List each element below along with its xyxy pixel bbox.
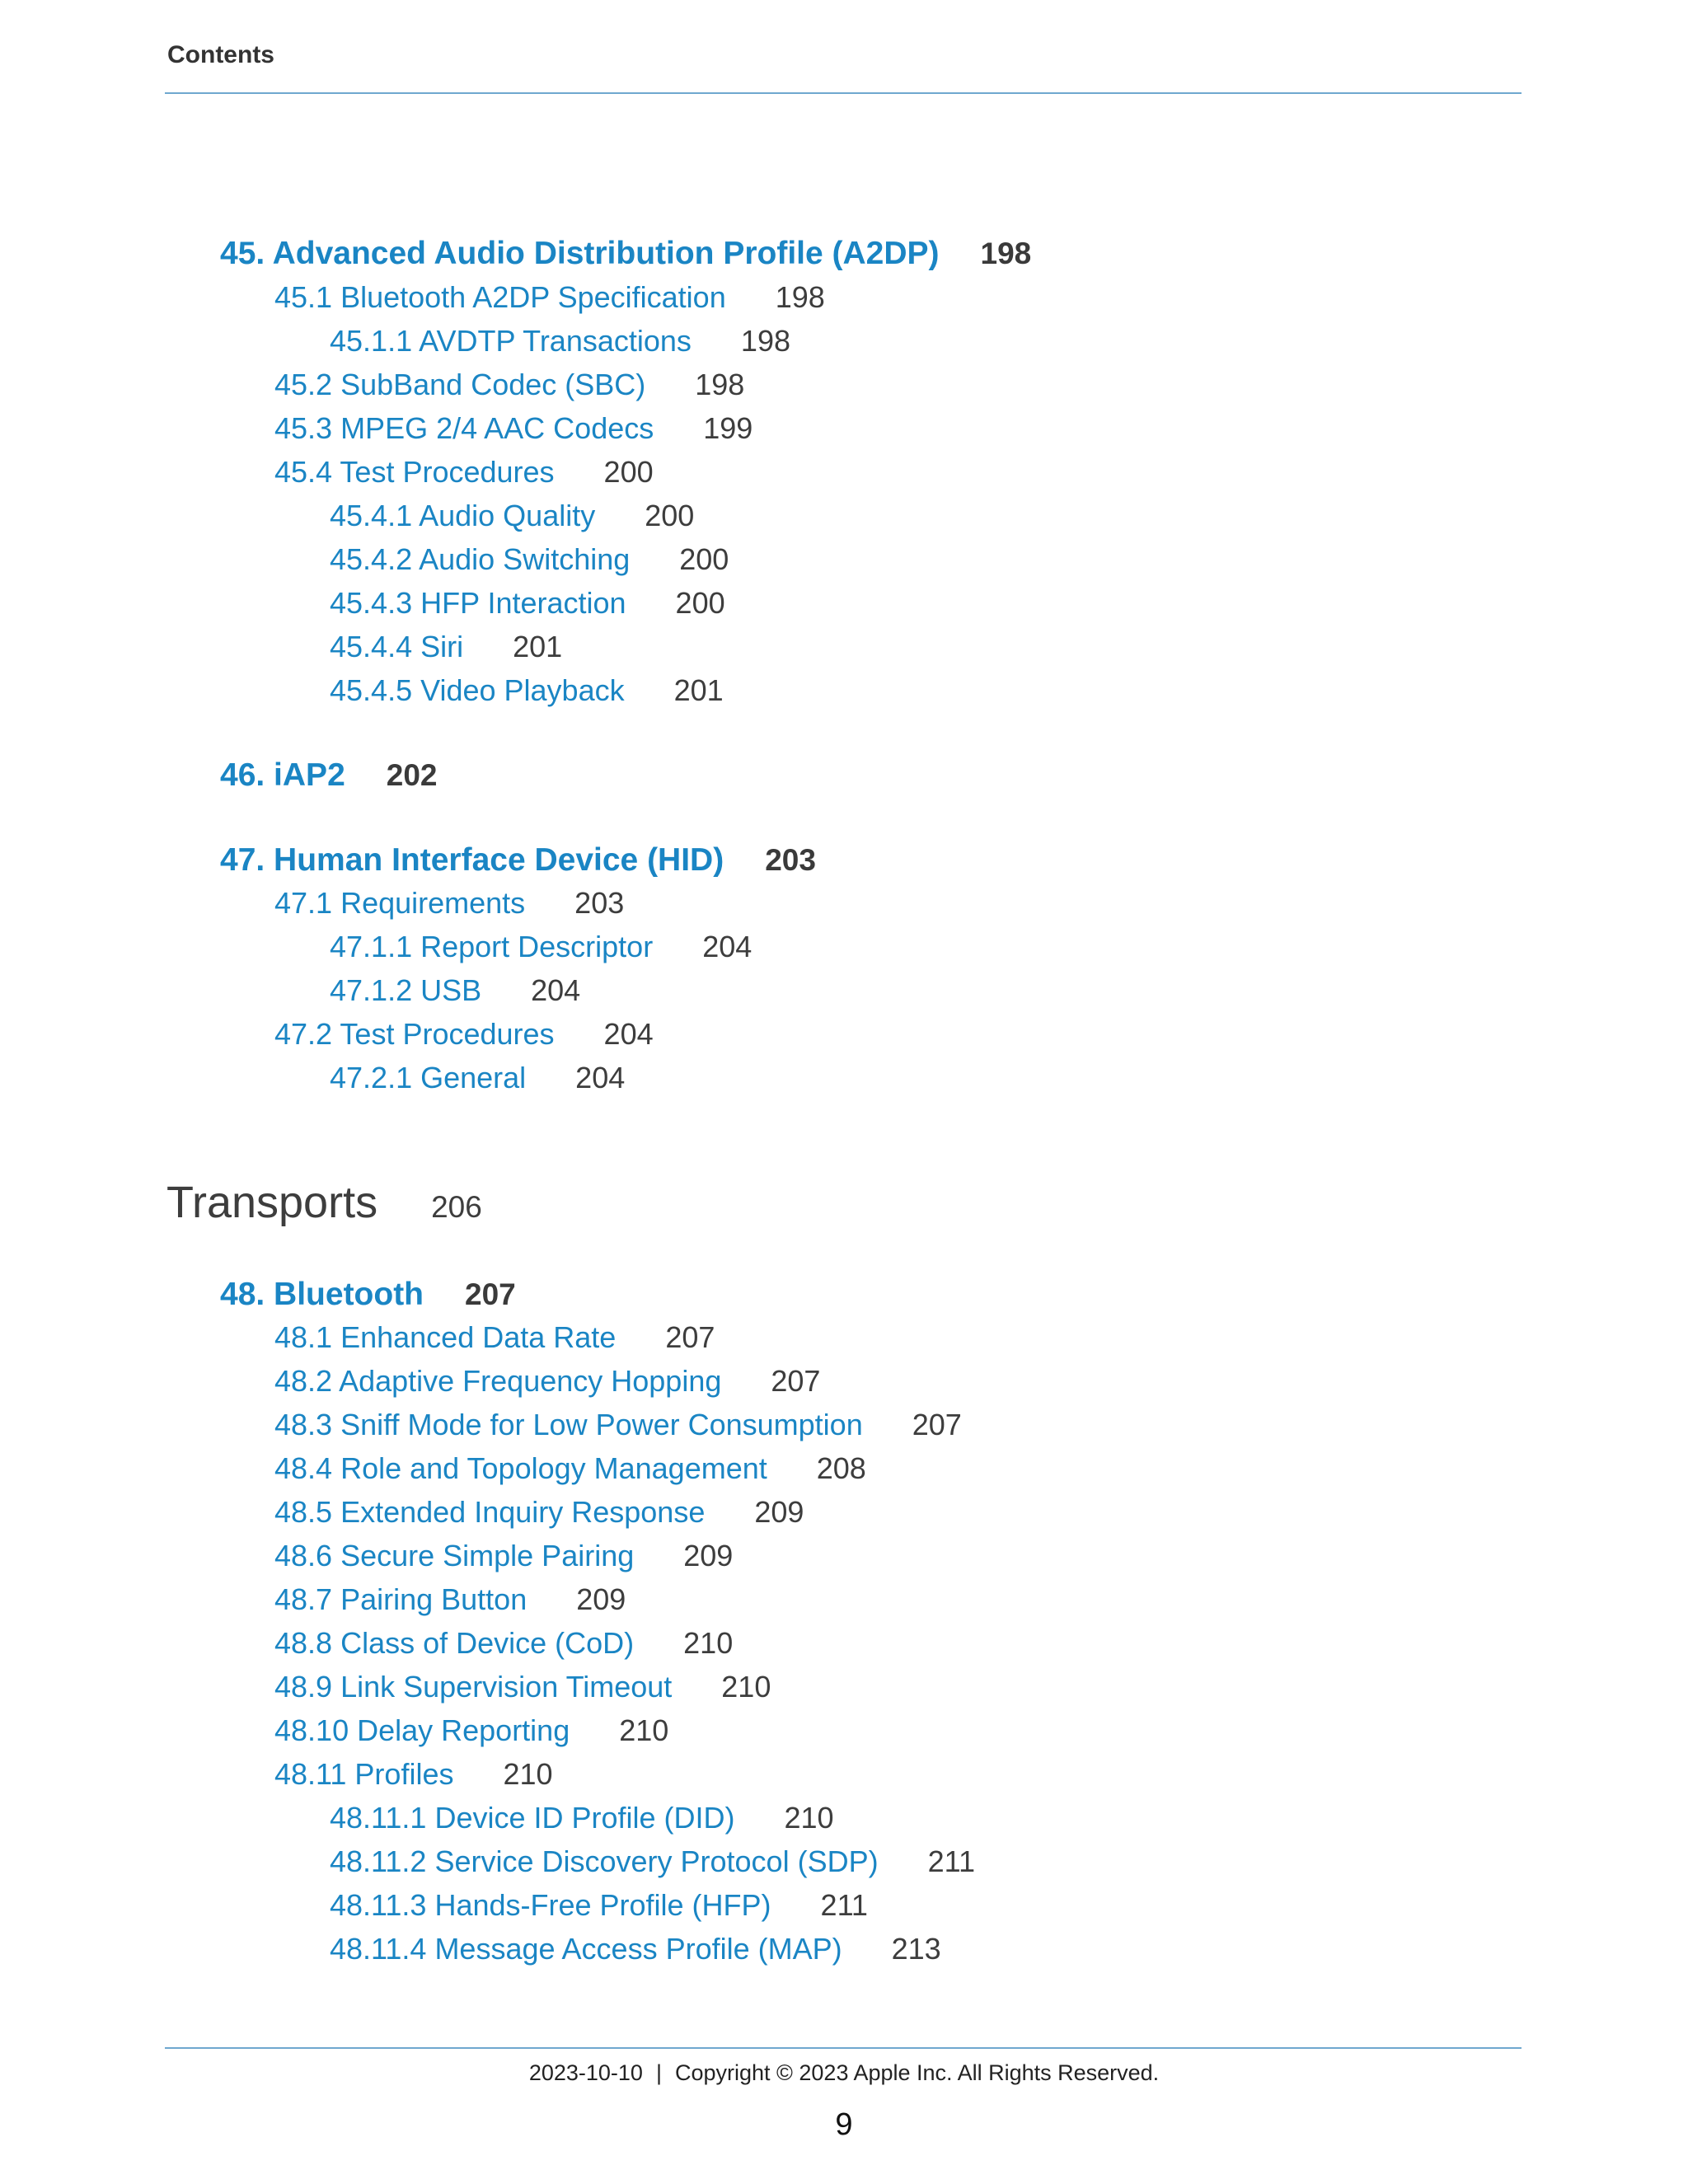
toc-entry-page: 207 bbox=[771, 1364, 821, 1398]
toc-entry[interactable] bbox=[330, 1844, 975, 1879]
toc-entry[interactable] bbox=[274, 1539, 733, 1573]
toc-entry-page: 206 bbox=[431, 1190, 482, 1224]
toc-entry-title[interactable]: 45. Advanced Audio Distribution Profile (A2DP) bbox=[220, 236, 940, 271]
toc-entry[interactable] bbox=[274, 1626, 733, 1661]
toc-entry[interactable] bbox=[274, 1364, 820, 1399]
toc-entry-title[interactable]: 47.1 Requirements bbox=[274, 886, 526, 920]
toc-entry-page: 208 bbox=[816, 1451, 866, 1485]
toc-entry-title[interactable]: 48. Bluetooth bbox=[220, 1277, 424, 1312]
toc-entry[interactable] bbox=[330, 1932, 941, 1966]
toc-entry-page: 198 bbox=[695, 368, 745, 401]
toc-entry-page: 204 bbox=[531, 973, 581, 1007]
toc-entry-page: 209 bbox=[576, 1582, 626, 1616]
toc-entry-page: 198 bbox=[980, 237, 1032, 270]
toc-entry-title[interactable]: 45.4.4 Siri bbox=[330, 630, 464, 663]
footer-rule bbox=[165, 2047, 1522, 2049]
toc-entry-page: 210 bbox=[784, 1801, 834, 1835]
toc-entry-title[interactable]: 48.11.2 Service Discovery Protocol (SDP) bbox=[330, 1844, 879, 1878]
toc-entry-title[interactable]: 48.11.3 Hands-Free Profile (HFP) bbox=[330, 1888, 771, 1922]
toc-entry-page: 204 bbox=[575, 1061, 626, 1094]
footer-copyright: Copyright © 2023 Apple Inc. All Rights Reserved. bbox=[674, 2060, 1160, 2085]
toc-entry-title[interactable]: 48.9 Link Supervision Timeout bbox=[274, 1670, 673, 1704]
toc-entry-title[interactable]: 47.2 Test Procedures bbox=[274, 1017, 555, 1051]
toc-entry[interactable] bbox=[330, 586, 725, 621]
toc-entry-title[interactable]: 45.1.1 AVDTP Transactions bbox=[330, 324, 692, 358]
toc-part-heading[interactable] bbox=[166, 1177, 482, 1228]
toc-entry-title[interactable]: 48.4 Role and Topology Management bbox=[274, 1451, 767, 1485]
toc-entry[interactable] bbox=[220, 1277, 516, 1313]
running-header: Contents bbox=[167, 41, 274, 68]
toc-entry-title[interactable]: 45.4.1 Audio Quality bbox=[330, 499, 596, 532]
toc-entry[interactable] bbox=[274, 1713, 668, 1748]
toc-entry-title[interactable]: 48.6 Secure Simple Pairing bbox=[274, 1539, 635, 1572]
toc-entry-page: 210 bbox=[721, 1670, 771, 1704]
toc-entry[interactable] bbox=[274, 1495, 804, 1530]
toc-entry-title[interactable]: 48.8 Class of Device (CoD) bbox=[274, 1626, 635, 1660]
toc-entry[interactable] bbox=[274, 1320, 715, 1355]
toc-entry-title[interactable]: 48.11.1 Device ID Profile (DID) bbox=[330, 1801, 735, 1835]
toc-entry[interactable] bbox=[330, 1888, 868, 1923]
toc-entry-page: 211 bbox=[927, 1844, 975, 1878]
toc-entry-title[interactable]: 48.11.4 Message Access Profile (MAP) bbox=[330, 1932, 842, 1966]
toc-entry[interactable] bbox=[220, 236, 1031, 272]
toc-entry-page: 201 bbox=[673, 673, 724, 707]
toc-entry[interactable] bbox=[330, 973, 580, 1008]
toc-entry-title[interactable]: 47.1.1 Report Descriptor bbox=[330, 930, 654, 963]
toc-entry-page: 202 bbox=[386, 758, 438, 792]
toc-entry[interactable] bbox=[330, 673, 724, 708]
toc-entry-title[interactable]: 47. Human Interface Device (HID) bbox=[220, 842, 724, 878]
toc-entry-title[interactable]: 45.4 Test Procedures bbox=[274, 455, 555, 489]
toc-entry[interactable] bbox=[220, 757, 438, 794]
toc-entry-page: 200 bbox=[679, 542, 729, 576]
toc-entry-page: 200 bbox=[603, 455, 654, 489]
toc-entry[interactable] bbox=[274, 411, 753, 446]
toc-entry-page: 207 bbox=[665, 1320, 715, 1354]
footer-date: 2023-10-10 bbox=[528, 2060, 643, 2085]
toc-entry-page: 209 bbox=[683, 1539, 734, 1572]
toc-entry-page: 210 bbox=[619, 1713, 669, 1747]
toc-entry-title[interactable]: 45.1 Bluetooth A2DP Specification bbox=[274, 280, 726, 314]
toc-entry-title[interactable]: 45.3 MPEG 2/4 AAC Codecs bbox=[274, 411, 654, 445]
toc-entry-page: 198 bbox=[740, 324, 790, 358]
toc-entry-title[interactable]: 48.5 Extended Inquiry Response bbox=[274, 1495, 706, 1529]
toc-entry-title[interactable]: 48.10 Delay Reporting bbox=[274, 1713, 570, 1747]
toc-entry[interactable] bbox=[330, 324, 790, 359]
toc-entry[interactable] bbox=[330, 930, 752, 964]
footer-separator: | bbox=[655, 2060, 662, 2085]
toc-entry-page: 207 bbox=[465, 1277, 516, 1311]
page-number: 9 bbox=[835, 2107, 853, 2142]
toc-entry-title[interactable]: 47.1.2 USB bbox=[330, 973, 482, 1007]
toc-entry-page: 207 bbox=[912, 1408, 962, 1441]
toc-entry[interactable] bbox=[330, 542, 729, 577]
footer bbox=[0, 2060, 1688, 2086]
toc-entry-title[interactable]: 45.4.2 Audio Switching bbox=[330, 542, 631, 576]
toc-entry[interactable] bbox=[330, 1801, 834, 1835]
toc-entry[interactable] bbox=[274, 1670, 771, 1704]
toc-entry-title[interactable]: 48.1 Enhanced Data Rate bbox=[274, 1320, 617, 1354]
toc-entry-page: 201 bbox=[513, 630, 563, 663]
toc-entry-title[interactable]: 48.7 Pairing Button bbox=[274, 1582, 528, 1616]
toc-entry-page: 200 bbox=[645, 499, 695, 532]
toc-entry-page: 204 bbox=[603, 1017, 654, 1051]
toc-entry[interactable] bbox=[220, 842, 816, 879]
toc-entry[interactable] bbox=[330, 499, 694, 533]
toc-entry[interactable] bbox=[274, 455, 654, 490]
toc-entry[interactable] bbox=[274, 368, 744, 402]
toc-entry-page: 213 bbox=[891, 1932, 941, 1966]
toc-entry-page: 198 bbox=[775, 280, 825, 314]
toc-entry-page: 199 bbox=[703, 411, 753, 445]
toc-entry[interactable] bbox=[330, 1061, 625, 1095]
toc-entry-title[interactable]: 46. iAP2 bbox=[220, 757, 345, 793]
toc-entry[interactable] bbox=[274, 886, 624, 921]
toc-entry-title[interactable]: 48.3 Sniff Mode for Low Power Consumption bbox=[274, 1408, 863, 1441]
toc-entry-title[interactable]: 45.4.3 HFP Interaction bbox=[330, 586, 626, 620]
toc-entry-page: 210 bbox=[503, 1757, 553, 1791]
toc-entry-page: 203 bbox=[765, 843, 816, 877]
toc-entry-page: 200 bbox=[675, 586, 725, 620]
toc-entry[interactable] bbox=[274, 1017, 654, 1052]
toc-entry[interactable] bbox=[274, 280, 825, 315]
toc-entry-page: 211 bbox=[820, 1888, 868, 1922]
toc-entry-page: 210 bbox=[683, 1626, 734, 1660]
toc-entry[interactable] bbox=[274, 1408, 962, 1442]
toc-entry-title[interactable]: 45.4.5 Video Playback bbox=[330, 673, 625, 707]
toc-entry[interactable] bbox=[274, 1451, 866, 1486]
toc-entry-page: 203 bbox=[574, 886, 625, 920]
toc-entry[interactable] bbox=[330, 630, 562, 664]
toc-entry-page: 209 bbox=[754, 1495, 804, 1529]
toc-entry-title[interactable]: Transports bbox=[166, 1178, 378, 1227]
toc-entry[interactable] bbox=[274, 1582, 626, 1617]
toc-entry-title[interactable]: 48.2 Adaptive Frequency Hopping bbox=[274, 1364, 722, 1398]
toc-entry[interactable] bbox=[274, 1757, 553, 1792]
toc-entry-title[interactable]: 45.2 SubBand Codec (SBC) bbox=[274, 368, 646, 401]
toc-entry-page: 204 bbox=[702, 930, 753, 963]
toc-entry-title[interactable]: 48.11 Profiles bbox=[274, 1757, 454, 1791]
toc-entry-title[interactable]: 47.2.1 General bbox=[330, 1061, 527, 1094]
